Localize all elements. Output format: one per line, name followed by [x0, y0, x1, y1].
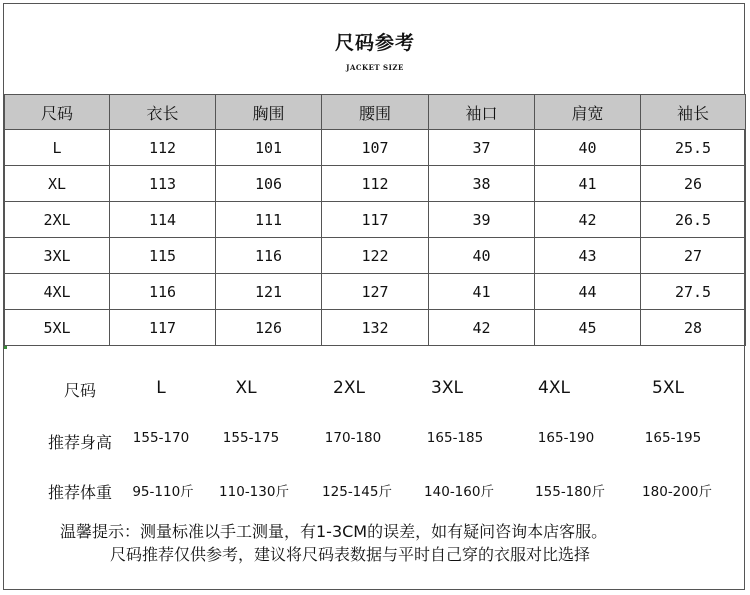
recommend-height: 165-195 — [644, 430, 702, 446]
table-cell: 42 — [535, 202, 641, 238]
table-cell: 45 — [535, 310, 641, 346]
column-header: 袖长 — [641, 95, 746, 130]
table-cell: 117 — [322, 202, 429, 238]
table-row — [5, 166, 746, 202]
page-subtitle: JACKET SIZE — [346, 63, 404, 72]
recommend-weight: 180-200斤 — [642, 484, 712, 500]
recommend-size: 5XL — [652, 378, 684, 398]
column-header: 衣长 — [110, 95, 216, 130]
column-header: 肩宽 — [535, 95, 641, 130]
recommend-weight: 95-110斤 — [132, 484, 194, 500]
table-cell: 127 — [322, 274, 429, 310]
table-cell: 122 — [322, 238, 429, 274]
recommend-weight: 155-180斤 — [535, 484, 605, 500]
table-cell: 42 — [429, 310, 535, 346]
table-cell: 40 — [535, 130, 641, 166]
table-header-row — [5, 95, 746, 130]
table-cell: 27.5 — [641, 274, 746, 310]
tip-text-line-2: 尺码推荐仅供参考，建议将尺码表数据与平时自己穿的衣服对比选择 — [110, 545, 591, 564]
table-cell: XL — [5, 166, 110, 202]
table-cell: 4XL — [5, 274, 110, 310]
table-cell: 41 — [429, 274, 535, 310]
table-cell: 121 — [216, 274, 322, 310]
recommend-size: 3XL — [431, 378, 463, 398]
table-cell: 3XL — [5, 238, 110, 274]
row-label: 推荐身高 — [47, 433, 113, 452]
table-cell: 106 — [216, 166, 322, 202]
column-header: 腰围 — [322, 95, 429, 130]
recommend-size: 4XL — [538, 378, 570, 398]
table-cell: 113 — [110, 166, 216, 202]
table-cell: 107 — [322, 130, 429, 166]
column-header: 尺码 — [5, 95, 110, 130]
column-header: 胸围 — [216, 95, 322, 130]
table-cell: 101 — [216, 130, 322, 166]
column-header: 袖口 — [429, 95, 535, 130]
table-row — [5, 238, 746, 274]
table-cell: 44 — [535, 274, 641, 310]
recommend-weight: 140-160斤 — [424, 484, 494, 500]
table-cell: 39 — [429, 202, 535, 238]
recommend-weight: 110-130斤 — [219, 484, 289, 500]
table-cell: 37 — [429, 130, 535, 166]
table-row — [5, 274, 746, 310]
recommend-height: 155-170 — [132, 430, 190, 446]
recommend-height: 165-185 — [426, 430, 484, 446]
row-label: 尺码 — [63, 381, 97, 400]
recommend-size: L — [156, 378, 166, 398]
table-row — [5, 130, 746, 166]
table-cell: 38 — [429, 166, 535, 202]
recommend-size: 2XL — [333, 378, 365, 398]
recommend-height-row — [0, 430, 750, 460]
table-cell: 116 — [110, 274, 216, 310]
recommend-weight: 125-145斤 — [322, 484, 392, 500]
table-cell: L — [5, 130, 110, 166]
table-cell: 112 — [110, 130, 216, 166]
table-cell: 116 — [216, 238, 322, 274]
table-cell: 26.5 — [641, 202, 746, 238]
table-cell: 126 — [216, 310, 322, 346]
table-cell: 111 — [216, 202, 322, 238]
table-row — [5, 202, 746, 238]
table-cell: 28 — [641, 310, 746, 346]
table-cell: 5XL — [5, 310, 110, 346]
recommend-height: 155-175 — [222, 430, 280, 446]
table-cell: 112 — [322, 166, 429, 202]
row-label: 推荐体重 — [47, 483, 113, 502]
table-row — [5, 310, 746, 346]
tip-text-line-1: 温馨提示：测量标准以手工测量，有1-3CM的误差，如有疑问咨询本店客服。 — [60, 522, 608, 541]
table-cell: 132 — [322, 310, 429, 346]
recommend-size-row — [0, 378, 750, 408]
table-cell: 41 — [535, 166, 641, 202]
corner-mark — [4, 346, 7, 349]
table-cell: 43 — [535, 238, 641, 274]
table-cell: 117 — [110, 310, 216, 346]
table-cell: 26 — [641, 166, 746, 202]
size-chart-table — [4, 94, 746, 346]
table-cell: 115 — [110, 238, 216, 274]
recommend-height: 165-190 — [537, 430, 595, 446]
table-cell: 27 — [641, 238, 746, 274]
table-cell: 2XL — [5, 202, 110, 238]
recommend-size: XL — [235, 378, 257, 398]
table-cell: 25.5 — [641, 130, 746, 166]
page-title: 尺码参考 — [334, 32, 415, 54]
recommend-weight-row — [0, 480, 750, 510]
table-cell: 114 — [110, 202, 216, 238]
recommend-height: 170-180 — [324, 430, 382, 446]
table-cell: 40 — [429, 238, 535, 274]
